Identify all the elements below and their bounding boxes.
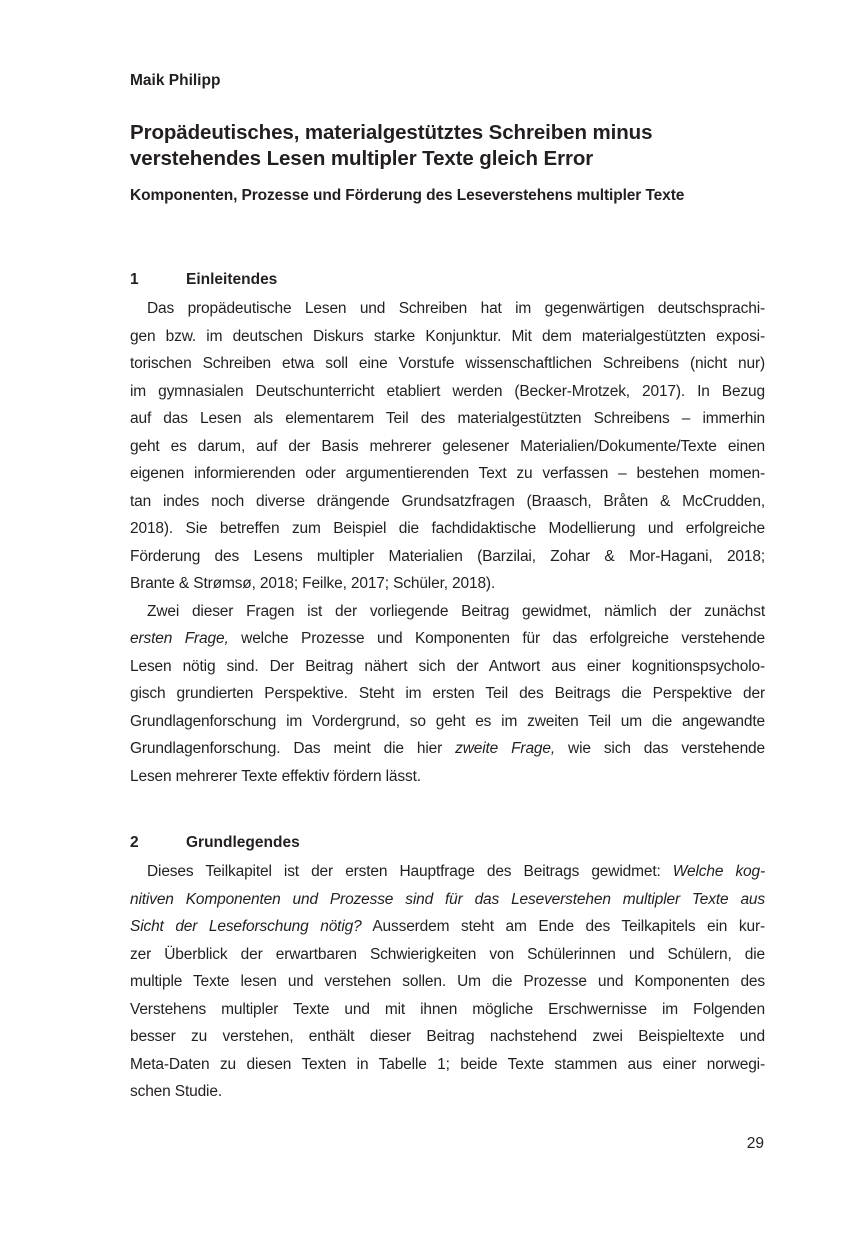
text-line: 2018). Sie betreffen zum Beispiel die fachdidaktische Modellierung und erfolgreiche <box>130 520 765 537</box>
emphasis-text: ersten Frage, <box>130 630 229 647</box>
page-number: 29 <box>746 1135 764 1152</box>
section-number: 1 <box>130 271 139 288</box>
text-line: Grundlagenforschung im Vordergrund, so geht es im zweiten Teil um die angewandte <box>130 712 765 730</box>
article-subtitle: Komponenten, Prozesse und Förderung des Leseverstehens multipler Texte <box>130 187 685 204</box>
text-line <box>130 890 765 910</box>
text-line: Zwei dieser Fragen ist der vorliegende Beitrag gewidmet, nämlich der zunächst <box>147 602 765 620</box>
text-span: welche Prozesse und Komponenten für das erfolgreiche verstehende <box>241 630 765 647</box>
text-line: auf das Lesen als elementarem Teil des materialgestützten Schreibens – immerhin <box>130 410 765 427</box>
text-line: Das propädeutische Lesen und Schreiben hat im gegenwärtigen deutschsprachi- <box>147 300 765 317</box>
emphasis-text: Sicht der Leseforschung nötig? <box>130 918 362 935</box>
emphasis-text: nitiven Komponenten und Prozesse sind für das Leseverstehen multipler Texte aus <box>130 890 765 908</box>
text-line <box>130 862 765 882</box>
text-line: torischen Schreiben etwa soll eine Vorstufe wissenschaftlichen Schreibens (nicht nur) <box>130 355 765 372</box>
section-title: Grundlegendes <box>186 834 300 851</box>
text-span: Dieses Teilkapitel ist der ersten Hauptfrage des Beitrags gewidmet: <box>147 863 661 880</box>
text-line: Lesen nötig sind. Der Beitrag nähert sich der Antwort aus einer kognitionspsycholo- <box>130 657 765 675</box>
text-line <box>130 739 765 759</box>
text-line: zer Überblick der erwartbaren Schwierigkeiten von Schülerinnen und Schülern, die <box>130 945 765 963</box>
emphasis-text: zweite Frage, <box>455 740 556 757</box>
text-span: wie sich das verstehende <box>568 740 765 757</box>
text-line <box>130 917 765 937</box>
text-line: Brante & Strømsø, 2018; Feilke, 2017; Schüler, 2018). <box>130 575 496 592</box>
text-line: tan indes noch diverse drängende Grundsatzfragen (Braasch, Bråten & McCrudden, <box>130 492 765 510</box>
section-heading <box>130 834 300 852</box>
text-line: geht es darum, auf der Basis mehrerer gelesener Materialien/Dokumente/Texte einen <box>130 437 765 455</box>
text-line: gen bzw. im deutschen Diskurs starke Konjunktur. Mit dem materialgestützten exposi- <box>130 327 765 345</box>
text-line <box>130 629 765 649</box>
text-line: gisch grundierten Perspektive. Steht im ersten Teil des Beitrags die Perspektive der <box>130 685 765 702</box>
author-name: Maik Philipp <box>130 72 221 89</box>
text-line: besser zu verstehen, enthält dieser Beitrag nachstehend zwei Beispieltexte und <box>130 1028 765 1045</box>
section-number: 2 <box>130 834 139 851</box>
text-line: Förderung des Lesens multipler Materialien (Barzilai, Zohar & Mor-Hagani, 2018; <box>130 547 765 565</box>
text-line: Meta-Daten zu diesen Texten in Tabelle 1; beide Texte stammen aus einer norwegi- <box>130 1055 765 1073</box>
text-span: Grundlagenforschung. Das meint die hier <box>130 740 443 757</box>
text-span: Ausserdem steht am Ende des Teilkapitels ein kur- <box>372 918 765 935</box>
text-line: schen Studie. <box>130 1083 222 1100</box>
article-title: Propädeutisches, materialgestütztes Schreiben minus verstehendes Lesen multipler Texte gleich Error <box>130 121 653 170</box>
section-title: Einleitendes <box>186 271 278 288</box>
text-line: multiple Texte lesen und verstehen sollen. Um die Prozesse und Komponenten des <box>130 973 765 990</box>
section-heading <box>130 271 277 289</box>
emphasis-text: Welche kog- <box>672 863 765 880</box>
text-line: Verstehens multipler Texte und mit ihnen mögliche Erschwernisse im Folgenden <box>130 1000 765 1018</box>
text-line: Lesen mehrerer Texte effektiv fördern lässt. <box>130 767 421 785</box>
text-line: eigenen informierenden oder argumentierenden Text zu verfassen – bestehen momen- <box>130 465 765 482</box>
text-line: im gymnasialen Deutschunterricht etabliert werden (Becker-Mrotzek, 2017). In Bezug <box>130 382 765 400</box>
